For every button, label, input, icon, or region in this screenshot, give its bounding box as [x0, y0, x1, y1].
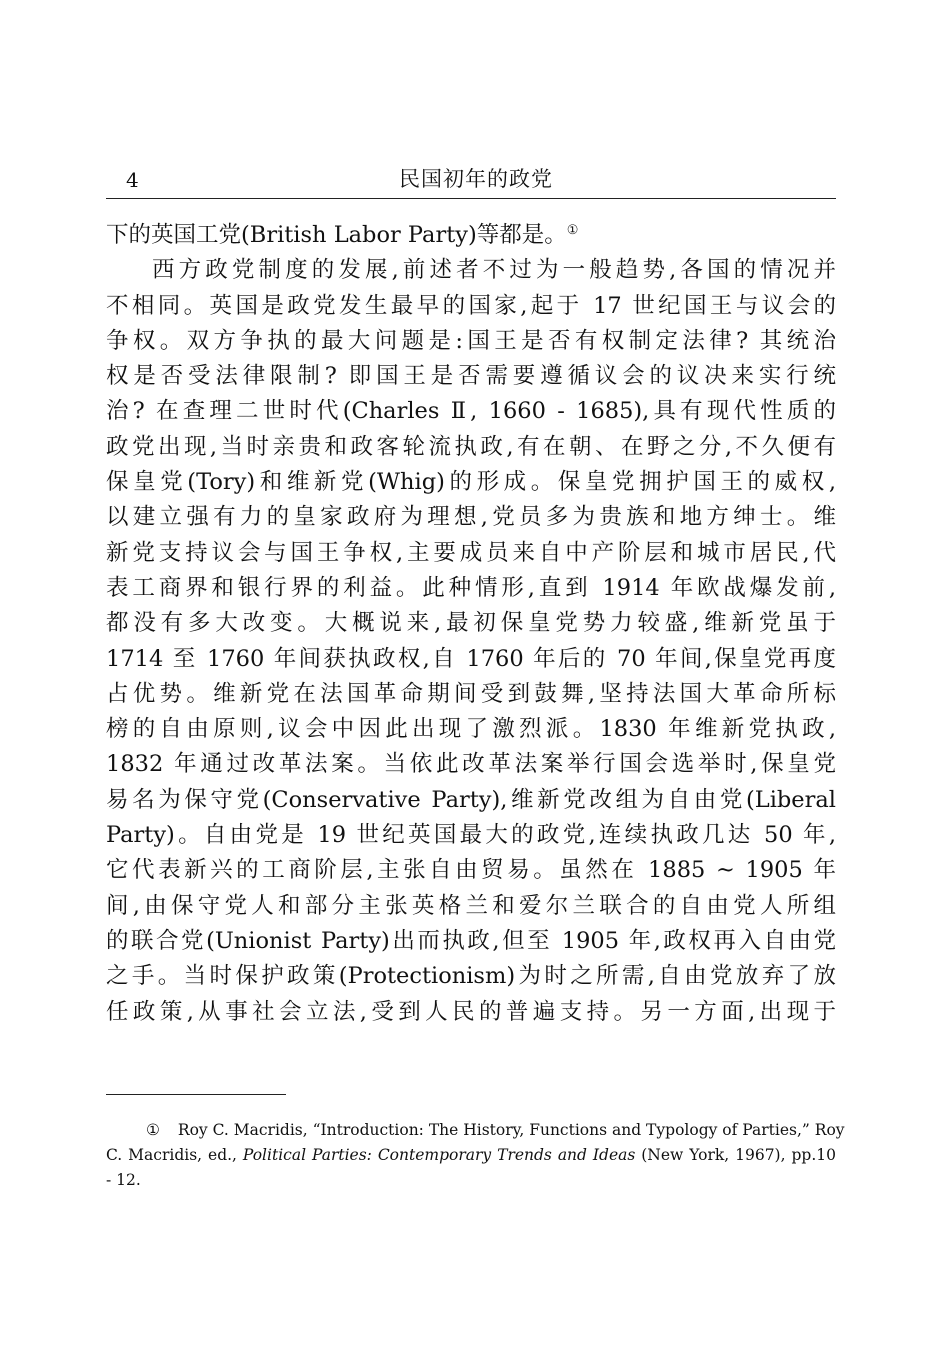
body-line: 都没有多大改变。大概说来,最初保皇党势力较盛,维新党虽于 [106, 610, 836, 637]
footnote-marker: ① [146, 1121, 160, 1139]
body-line: 争权。双方争执的最大问题是:国王是否有权制定法律? 其统治 [106, 327, 836, 354]
footnote-line: C. Macridis, ed., Political Parties: Contemporary Trends and Ideas (New York, 1967), pp.10 [106, 1146, 836, 1164]
body-line: 任政策,从事社会立法,受到人民的普遍支持。另一方面,出现于 [106, 998, 836, 1025]
body-line: 权是否受法律限制? 即国王是否需要遵循议会的议决来实行统 [106, 363, 836, 390]
body-line: 西方政党制度的发展,前述者不过为一般趋势,各国的情况并 [152, 257, 836, 284]
body-line: 榜的自由原则,议会中因此出现了激烈派。1830 年维新党执政, [106, 716, 836, 743]
header-rule [106, 198, 836, 199]
footnote-line: ① Roy C. Macridis, “Introduction: The History, Functions and Typology of Parties,” Roy [146, 1121, 845, 1139]
body-line: 表工商界和银行界的利益。此种情形,直到 1914 年欧战爆发前, [106, 574, 836, 601]
body-line: 不相同。英国是政党发生最早的国家,起于 17 世纪国王与议会的 [106, 292, 836, 319]
body-line: 保皇党(Tory)和维新党(Whig)的形成。保皇党拥护国王的威权, [106, 469, 836, 496]
body-line: 它代表新兴的工商阶层,主张自由贸易。虽然在 1885 ~ 1905 年 [106, 857, 836, 884]
body-line: 1832 年通过改革法案。当依此改革法案举行国会选举时,保皇党 [106, 751, 836, 778]
body-line: 政党出现,当时亲贵和政客轮流执政,有在朝、在野之分,不久便有 [106, 433, 836, 460]
page-number: 4 [126, 168, 139, 192]
body-line: 以建立强有力的皇家政府为理想,党员多为贵族和地方绅士。维 [106, 504, 836, 531]
body-line: 占优势。维新党在法国革命期间受到鼓舞,坚持法国大革命所标 [106, 680, 836, 707]
body-line: 下的英国工党(British Labor Party)等都是。① [106, 222, 579, 248]
body-line: 的联合党(Unionist Party)出而执政,但至 1905 年,政权再入自由党 [106, 927, 836, 954]
footnote [106, 1118, 845, 1193]
body-line: 治? 在查理二世时代(Charles Ⅱ, 1660 - 1685),具有现代性质的 [106, 398, 836, 425]
footnote-line: - 12. [106, 1171, 141, 1189]
footnote-book-title: Political Parties: Contemporary Trends and Ideas [242, 1146, 636, 1164]
body-line: Party)。自由党是 19 世纪英国最大的政党,连续执政几达 50 年, [106, 822, 836, 849]
footnote-rule [106, 1094, 286, 1095]
body-line: 间,由保守党人和部分主张英格兰和爱尔兰联合的自由党人所组 [106, 892, 836, 919]
footnote-reference[interactable]: ① [566, 223, 579, 238]
body-line: 易名为保守党(Conservative Party),维新党改组为自由党(Liberal [106, 786, 836, 813]
body-line: 新党支持议会与国王争权,主要成员来自中产阶层和城市居民,代 [106, 539, 836, 566]
body-text [106, 218, 836, 1030]
running-title: 民国初年的政党 [399, 167, 553, 191]
body-line: 1714 至 1760 年间获执政权,自 1760 年后的 70 年间,保皇党再度 [106, 645, 836, 672]
body-line: 之手。当时保护政策(Protectionism)为时之所需,自由党放弃了放 [106, 963, 836, 990]
